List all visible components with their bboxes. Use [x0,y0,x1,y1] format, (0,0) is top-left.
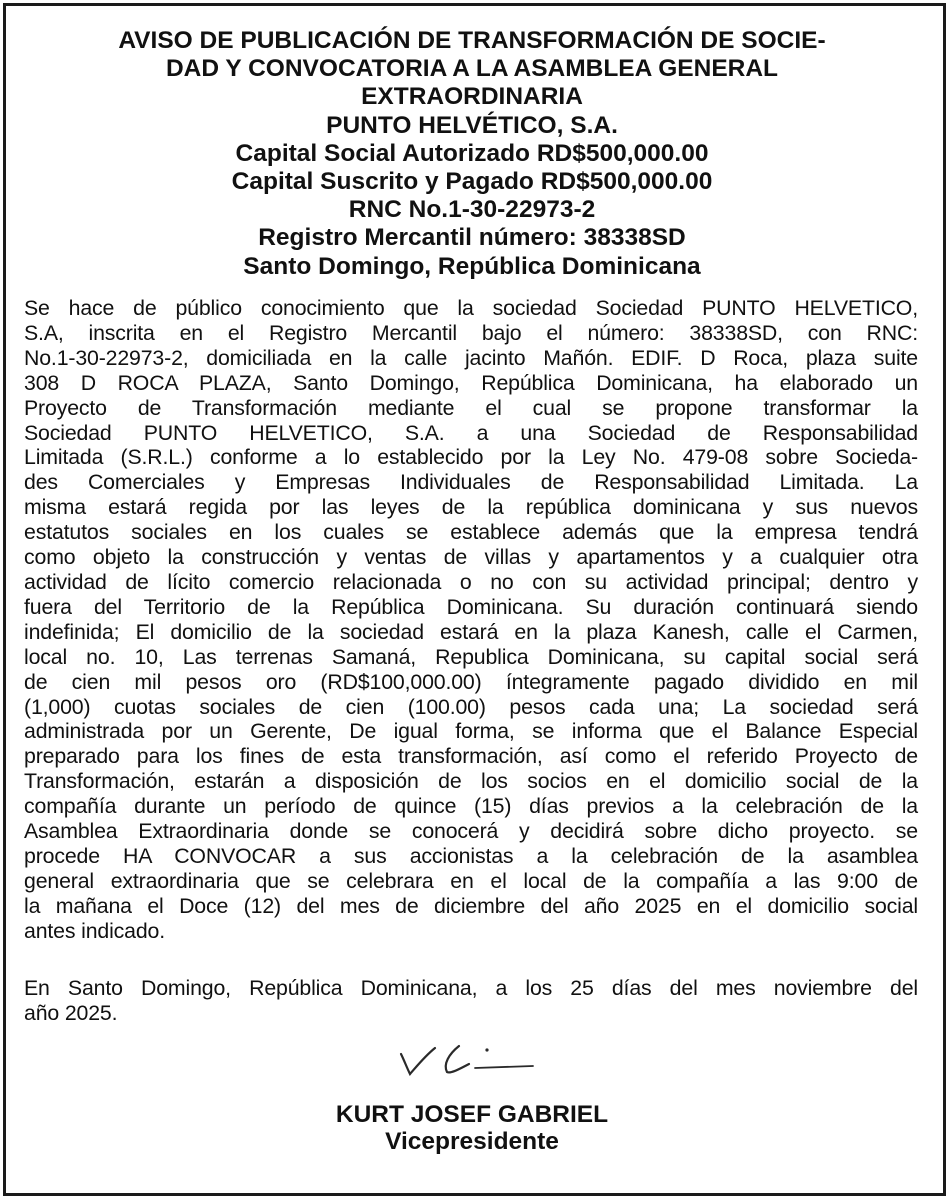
body-line: indefinida; El domicilio de la sociedad estará en la plaza Kanesh, calle el Carmen, [24,619,918,644]
body-line: preparado para los fines de esta transformación, así como el referido Proyecto de [24,744,918,769]
body-line: procede HA CONVOCAR a sus accionistas a la celebración de la asamblea [24,843,918,868]
body-line: S.A, inscrita en el Registro Mercantil bajo el número: 38338SD, con RNC: [24,320,918,345]
closing-line: año 2025. [24,1000,118,1025]
body-line: 308 D ROCA PLAZA, Santo Domingo, República Dominicana, ha elaborado un [24,370,918,395]
signature-graphic [395,1040,545,1080]
header-title-line-3: EXTRAORDINARIA [361,83,583,111]
body-line: Proyecto de Transformación mediante el cual se propone transformar la [24,395,918,420]
signer-title: Vicepresidente [385,1128,559,1155]
body-line: compañía durante un período de quince (15) días previos a la celebración de la [24,794,918,819]
header-title-line-1: AVISO DE PUBLICACIÓN DE TRANSFORMACIÓN DE SOCIE- [118,27,826,54]
rnc-number: RNC No.1-30-22973-2 [348,196,596,224]
body-line: des Comerciales y Empresas Individuales de Responsabilidad Limitada. La [24,470,918,495]
signer-name: KURT JOSEF GABRIEL [335,1101,609,1128]
body-line: general extraordinaria que se celebrara en el local de la compañía a las 9:00 de [24,868,918,893]
body-line: administrada por un Gerente, De igual forma, se informa que el Balance Especial [24,719,918,744]
body-line: misma estará regida por las leyes de la república dominicana y sus nuevos [24,495,918,520]
company-name: PUNTO HELVÉTICO, S.A. [326,111,618,139]
body-line: la mañana el Doce (12) del mes de diciembre del año 2025 en el domicilio social [24,893,918,918]
header-title-line-2: DAD Y CONVOCATORIA A LA ASAMBLEA GENERAL [165,55,779,83]
body-line: actividad de lícito comercio relacionada o no con su actividad principal; dentro y [24,569,918,594]
body-line: Sociedad PUNTO HELVETICO, S.A. a una Sociedad de Responsabilidad [24,420,918,445]
body-line: fuera del Territorio de la República Dominicana. Su duración continuará siendo [24,594,918,619]
body-line: de cien mil pesos oro (RD$100,000.00) íntegramente pagado dividido en mil [24,669,918,694]
handwritten-signature [395,1040,545,1080]
body-line: No.1-30-22973-2, domiciliada en la calle jacinto Mañón. EDIF. D Roca, plaza suite [24,345,918,370]
mercantile-registry: Registro Mercantil número: 38338SD [258,224,686,252]
location: Santo Domingo, República Dominicana [243,252,701,280]
notice-header [40,27,904,281]
body-line: local no. 10, Las terrenas Samaná, Republica Dominicana, su capital social será [24,644,918,669]
authorized-capital: Capital Social Autorizado RD$500,000.00 [235,139,709,167]
paid-capital: Capital Suscrito y Pagado RD$500,000.00 [231,168,713,196]
closing-statement [24,976,918,1026]
body-line: como objeto la construcción y ventas de villas y apartamentos y a cualquier otra [24,545,918,570]
closing-line: En Santo Domingo, República Dominicana, a los 25 días del mes noviembre del [24,976,918,1000]
body-line: (1,000) cuotas sociales de cien (100.00) pesos cada una; La sociedad será [24,694,918,719]
body-line: Transformación, estarán a disposición de los socios en el domicilio social de la [24,769,918,794]
notice-body [24,296,918,944]
body-line: antes indicado. [24,918,166,943]
body-line: Asamblea Extraordinaria donde se conocerá y decidirá sobre dicho proyecto. se [24,819,918,844]
signer-block [40,1101,904,1155]
body-line: estatutos sociales en los cuales se establece además que la empresa tendrá [24,520,918,545]
body-line: Limitada (S.R.L.) conforme a lo establecido por la Ley No. 479-08 sobre Socieda- [24,445,918,470]
body-line: Se hace de público conocimiento que la sociedad Sociedad PUNTO HELVETICO, [24,296,918,320]
